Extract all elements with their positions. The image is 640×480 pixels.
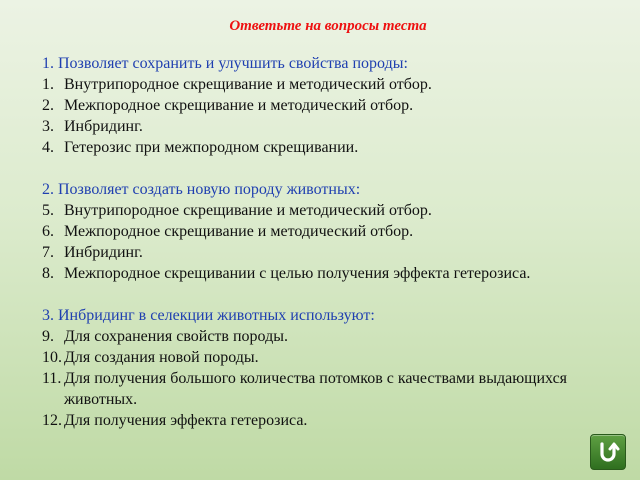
option-text: Межпородное скрещивание и методический отбор. [64,97,414,114]
answer-option [42,200,622,221]
option-text: Для создания новой породы. [64,349,259,366]
answer-option [42,137,622,158]
option-number: 11. [42,370,62,387]
quiz-content [42,54,622,453]
option-number: 10. [42,349,62,366]
option-number: 4. [42,139,54,156]
option-text: Для получения эффекта гетерозиса. [64,412,308,429]
option-text: Инбридинг. [64,244,143,261]
answer-option [42,221,622,242]
option-number: 2. [42,97,54,114]
u-turn-return-icon [596,440,620,464]
answer-option [42,116,622,137]
option-text: Межпородное скрещивание и методический отбор. [64,223,414,240]
question-heading: 1. Позволяет сохранить и улучшить свойства породы: [42,55,408,72]
question-heading: 3. Инбридинг в селекции животных используют: [42,307,375,324]
option-text: Гетерозис при межпородном скрещивании. [64,139,359,156]
page-title: Ответьте на вопросы теста [229,18,427,34]
option-number: 9. [42,328,54,345]
option-number: 3. [42,118,54,135]
answer-option [42,263,622,284]
option-number: 8. [42,265,54,282]
question-section-2 [42,180,622,284]
option-text: Внутрипородное скрещивание и методический отбор. [64,202,432,219]
option-number: 1. [42,76,54,93]
option-number: 6. [42,223,54,240]
option-text: Для получения большого количества потомков с качествами выдающихся животных. [64,370,568,408]
option-text: Внутрипородное скрещивание и методический отбор. [64,76,432,93]
answer-option [42,410,622,431]
option-number: 12. [42,412,62,429]
option-text: Для сохранения свойств породы. [64,328,288,345]
answer-option [42,326,622,347]
answer-option [42,74,622,95]
answer-option [42,95,622,116]
answer-option [42,347,622,368]
option-number: 7. [42,244,54,261]
option-number: 5. [42,202,54,219]
return-button[interactable] [590,434,626,470]
question-section-1 [42,54,622,158]
question-heading: 2. Позволяет создать новую породу животных: [42,181,361,198]
option-text: Инбридинг. [64,118,143,135]
question-section-3 [42,306,622,431]
answer-option [42,368,622,410]
answer-option [42,242,622,263]
option-text: Межпородное скрещивании с целью получения эффекта гетерозиса. [64,265,531,282]
